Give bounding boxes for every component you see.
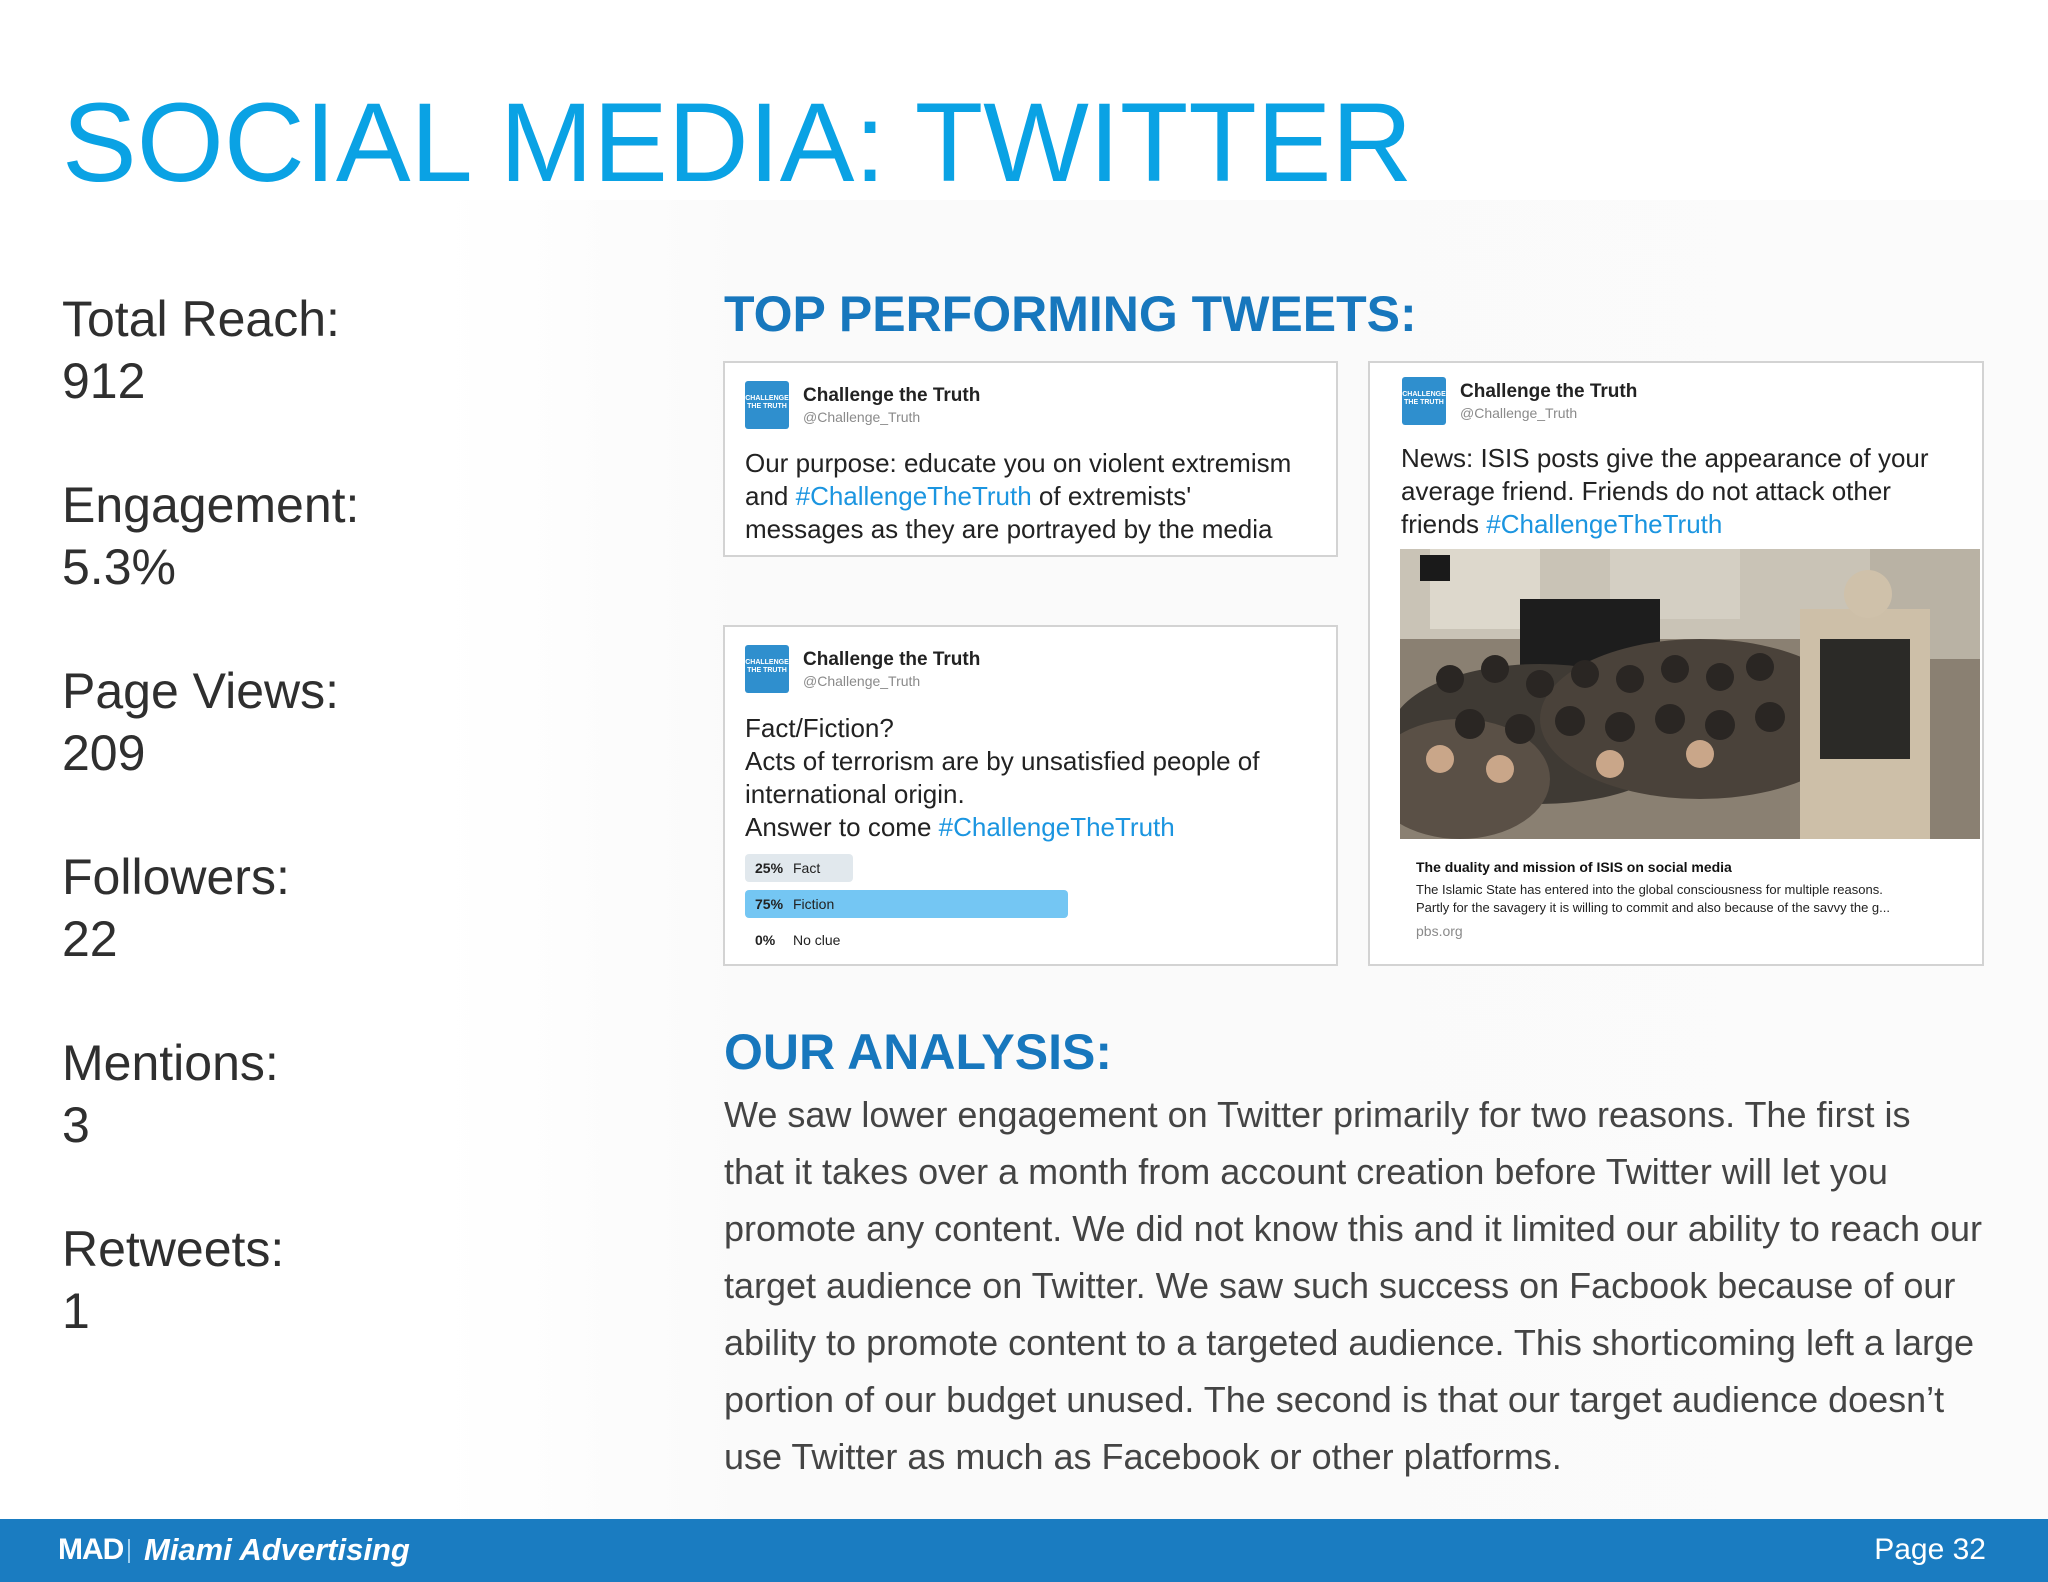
link-description: Partly for the savagery it is willing to commit and also because of the savvy the g...	[1416, 900, 1890, 915]
poll-option-fiction	[745, 890, 1165, 918]
tweet-line	[745, 480, 1291, 513]
analysis-heading: OUR ANALYSIS:	[724, 1024, 1113, 1080]
tweet-text-part: Answer to come	[745, 812, 939, 842]
analysis-line: that it takes over a month from account creation before Twitter will let you	[724, 1151, 1888, 1192]
tweet-text-part: of extremists'	[1031, 481, 1192, 511]
avatar[interactable]: CHALLENGE THE TRUTH	[1402, 377, 1446, 425]
link-card[interactable]	[1416, 857, 1986, 941]
poll-percent: 25%	[755, 860, 784, 876]
poll-option-fact	[745, 854, 1165, 882]
stat-value: 22	[62, 911, 118, 967]
stat-followers	[62, 846, 662, 1032]
poll-option-label: Fact	[793, 860, 821, 876]
stat-engagement	[62, 474, 662, 660]
stat-retweets	[62, 1218, 662, 1404]
analysis-line: We saw lower engagement on Twitter primarily for two reasons. The first is	[724, 1094, 1911, 1135]
tweet-author-handle[interactable]: @Challenge_Truth	[803, 673, 921, 689]
analysis-paragraph	[724, 1086, 1994, 1485]
photo-illustration	[1400, 549, 1980, 839]
tweet-card-poll[interactable]	[723, 625, 1338, 966]
tweet-text	[745, 712, 1259, 844]
tweet-line: messages as they are portrayed by the media	[745, 514, 1273, 544]
tweet-author-handle[interactable]: @Challenge_Truth	[1460, 405, 1578, 421]
tweet-card-purpose[interactable]	[723, 361, 1338, 557]
hashtag-link[interactable]: #ChallengeTheTruth	[938, 812, 1175, 842]
link-title[interactable]: The duality and mission of ISIS on social media	[1416, 859, 1732, 875]
tweet-line: Fact/Fiction?	[745, 713, 894, 743]
poll-option-no-clue	[745, 926, 1165, 954]
tweet-line	[1401, 508, 1929, 541]
top-tweets-heading: TOP PERFORMING TWEETS:	[724, 286, 1417, 342]
stat-label: Page Views:	[62, 663, 340, 719]
link-description: The Islamic State has entered into the global consciousness for multiple reasons.	[1416, 882, 1883, 897]
tweet-line: average friend. Friends do not attack other	[1401, 476, 1891, 506]
hashtag-link[interactable]: #ChallengeTheTruth	[1486, 509, 1723, 539]
tweet-author-name[interactable]: Challenge the Truth	[803, 385, 981, 406]
analysis-line: promote any content. We did not know this and it limited our ability to reach our	[724, 1208, 1982, 1249]
tweet-photo[interactable]	[1400, 549, 1980, 839]
stat-value: 209	[62, 725, 146, 781]
tweet-author-handle[interactable]: @Challenge_Truth	[803, 409, 921, 425]
link-domain: pbs.org	[1416, 923, 1463, 939]
stat-label: Retweets:	[62, 1221, 285, 1277]
analysis-line: use Twitter as much as Facebook or other platforms.	[724, 1436, 1562, 1477]
analysis-line: portion of our budget unused. The second is that our target audience doesn’t	[724, 1379, 1945, 1420]
poll-option-label: Fiction	[793, 896, 835, 912]
tweet-line: Acts of terrorism are by unsatisfied people of	[745, 746, 1260, 776]
page-number: Page 32	[1874, 1533, 1986, 1566]
stat-mentions	[62, 1032, 662, 1218]
tweet-line: Our purpose: educate you on violent extremism	[745, 448, 1292, 478]
poll-option-label: No clue	[793, 932, 841, 948]
hashtag-link[interactable]: #ChallengeTheTruth	[795, 481, 1032, 511]
tweet-line: international origin.	[745, 779, 965, 809]
mad-logo: MAD	[58, 1533, 124, 1566]
stat-value: 3	[62, 1097, 90, 1153]
footer-brand: Miami Advertising	[144, 1532, 410, 1567]
tweet-line	[745, 811, 1259, 844]
stat-label: Followers:	[62, 849, 290, 905]
tweet-author-name[interactable]: Challenge the Truth	[1460, 381, 1638, 402]
tweet-card-news[interactable]	[1368, 361, 1984, 966]
tweet-text-part: and	[745, 481, 796, 511]
stat-value: 912	[62, 353, 146, 409]
stat-label: Total Reach:	[62, 291, 340, 347]
tweet-text	[1401, 442, 1929, 541]
tweet-text	[745, 447, 1291, 546]
footer-divider	[128, 1539, 130, 1563]
tweet-author-name[interactable]: Challenge the Truth	[803, 649, 981, 670]
avatar[interactable]: CHALLENGE THE TRUTH	[745, 645, 789, 693]
stat-total-reach	[62, 288, 662, 474]
stats-column	[62, 288, 662, 1404]
stat-value: 1	[62, 1283, 90, 1339]
stat-label: Engagement:	[62, 477, 360, 533]
avatar[interactable]: CHALLENGE THE TRUTH	[745, 381, 789, 429]
poll-percent: 0%	[755, 932, 776, 948]
tweet-text-part: friends	[1401, 509, 1487, 539]
stat-value: 5.3%	[62, 539, 176, 595]
stat-page-views	[62, 660, 662, 846]
tweet-line: News: ISIS posts give the appearance of your	[1401, 443, 1929, 473]
page-title: SOCIAL MEDIA: TWITTER	[62, 80, 1413, 205]
footer	[0, 1519, 2048, 1582]
poll-percent: 75%	[755, 896, 784, 912]
stat-label: Mentions:	[62, 1035, 279, 1091]
analysis-line: target audience on Twitter. We saw such success on Facbook because of our	[724, 1265, 1956, 1306]
analysis-line: ability to promote content to a targeted audience. This shorticoming left a large	[724, 1322, 1975, 1363]
